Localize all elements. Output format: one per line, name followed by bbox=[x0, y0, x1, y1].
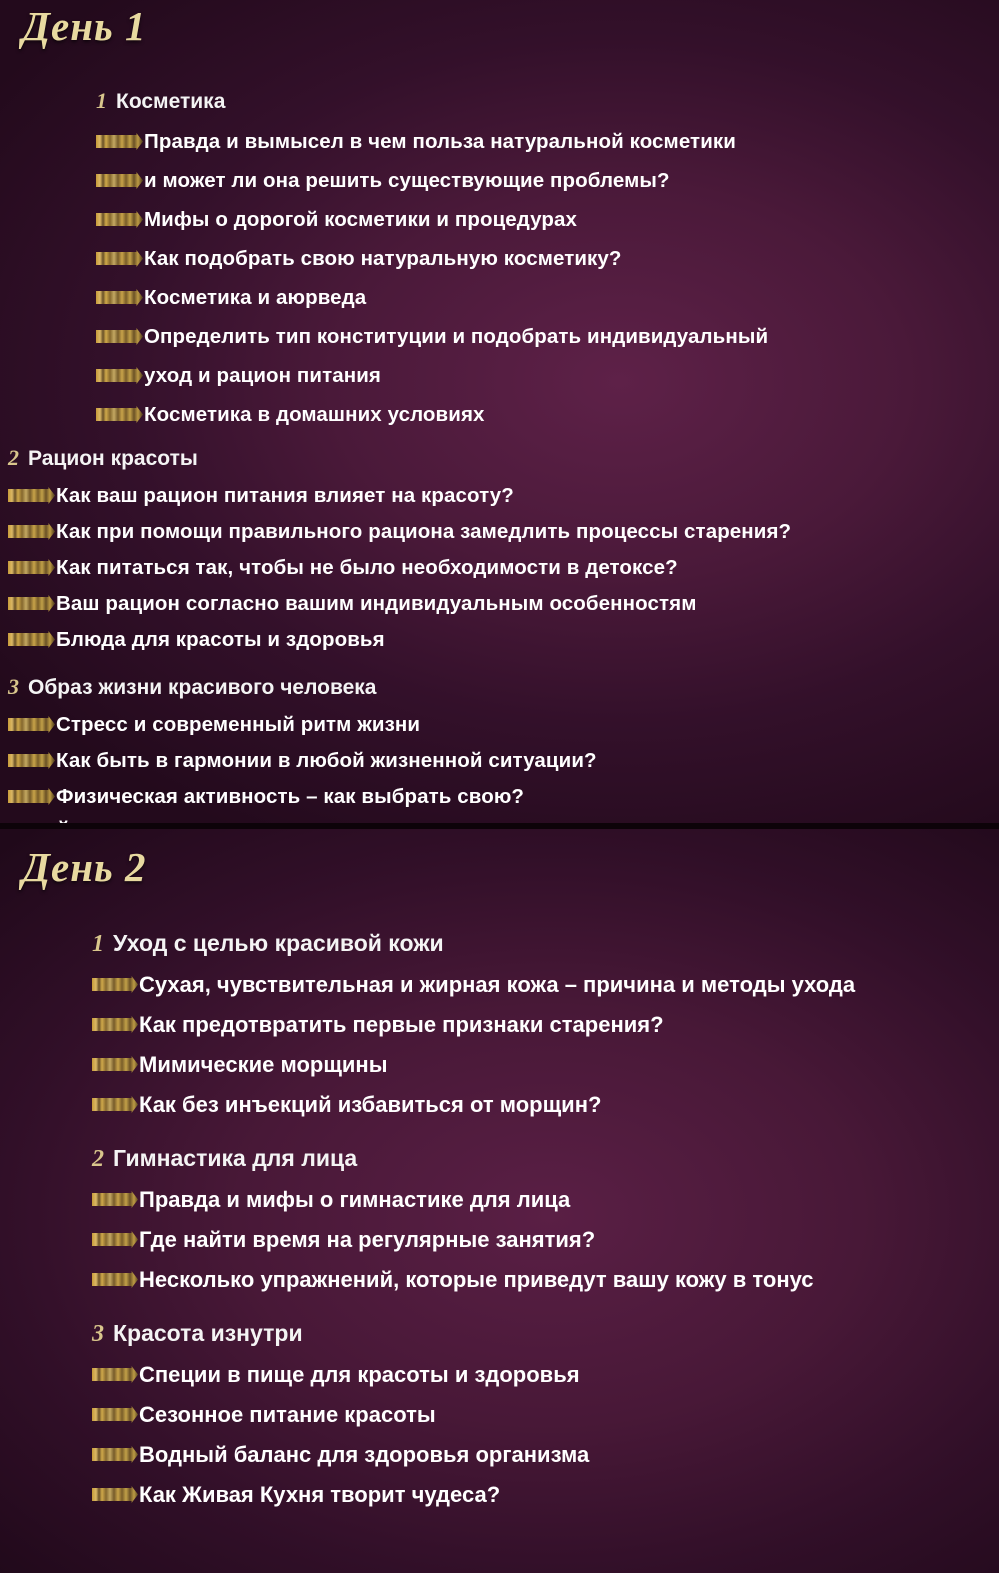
list-item bbox=[8, 712, 999, 737]
list-item-label: Как питаться так, чтобы не было необходимости в детоксе? bbox=[56, 556, 678, 579]
arrow-bullet-icon bbox=[92, 976, 138, 993]
list-item bbox=[96, 246, 999, 271]
section-title: Косметика bbox=[116, 90, 226, 113]
list-item bbox=[92, 971, 999, 998]
arrow-bullet-icon bbox=[92, 1016, 138, 1033]
list-item bbox=[8, 483, 999, 508]
day1-section-3 bbox=[0, 674, 999, 845]
arrow-bullet-icon bbox=[92, 1366, 138, 1383]
section-number: 3 bbox=[92, 1321, 104, 1347]
list-item bbox=[92, 1481, 999, 1508]
section-heading bbox=[92, 1319, 999, 1348]
list-item-label: Как без инъекций избавиться от морщин? bbox=[139, 1092, 602, 1117]
list-item-label: уход и рацион питания bbox=[144, 364, 381, 387]
section-number: 1 bbox=[92, 931, 104, 957]
list-item bbox=[92, 1091, 999, 1118]
list-item bbox=[96, 207, 999, 232]
arrow-bullet-icon bbox=[96, 133, 143, 150]
arrow-bullet-icon bbox=[96, 289, 143, 306]
list-item bbox=[92, 1361, 999, 1388]
arrow-bullet-icon bbox=[92, 1191, 138, 1208]
arrow-bullet-icon bbox=[92, 1486, 138, 1503]
section-heading bbox=[96, 88, 999, 115]
arrow-bullet-icon bbox=[92, 1446, 138, 1463]
day2-panel bbox=[0, 829, 999, 1573]
arrow-bullet-icon bbox=[96, 211, 143, 228]
list-item-label: Блюда для красоты и здоровья bbox=[56, 628, 385, 651]
day1-section-2 bbox=[0, 445, 999, 652]
list-item bbox=[96, 402, 999, 427]
list-item-label: Косметика и аюрведа bbox=[144, 286, 367, 309]
list-item bbox=[96, 168, 999, 193]
arrow-bullet-icon bbox=[8, 631, 55, 648]
day1-title: День 1 bbox=[22, 3, 147, 49]
list-item bbox=[92, 1186, 999, 1213]
list-item bbox=[8, 591, 999, 616]
list-item-label: Как предотвратить первые признаки старения? bbox=[139, 1012, 664, 1037]
section-title: Красота изнутри bbox=[113, 1320, 303, 1346]
arrow-bullet-icon bbox=[8, 523, 55, 540]
list-item-label: Несколько упражнений, которые приведут вашу кожу в тонус bbox=[139, 1267, 814, 1292]
arrow-bullet-icon bbox=[8, 788, 55, 805]
arrow-bullet-icon bbox=[8, 559, 55, 576]
arrow-bullet-icon bbox=[92, 1406, 138, 1423]
list-item-label: Сезонное питание красоты bbox=[139, 1402, 436, 1427]
list-item bbox=[92, 1226, 999, 1253]
arrow-bullet-icon bbox=[92, 1271, 138, 1288]
list-item-label: Как при помощи правильного рациона замедлить процессы старения? bbox=[56, 520, 792, 543]
list-item-label: Как Живая Кухня творит чудеса? bbox=[139, 1482, 501, 1507]
list-item-label: Определить тип конституции и подобрать индивидуальный bbox=[144, 325, 769, 348]
section-heading bbox=[92, 1144, 999, 1173]
list-item-label: Ваш рацион согласно вашим индивидуальным особенностям bbox=[56, 592, 697, 615]
list-item bbox=[96, 129, 999, 154]
day2-section-2 bbox=[0, 1144, 999, 1293]
section-heading bbox=[8, 445, 999, 472]
list-item-label: и может ли она решить существующие проблемы? bbox=[144, 169, 670, 192]
section-number: 2 bbox=[92, 1146, 104, 1172]
arrow-bullet-icon bbox=[96, 328, 143, 345]
list-item-label: Где найти время на регулярные занятия? bbox=[139, 1227, 596, 1252]
list-item-label: Стресс и современный ритм жизни bbox=[56, 713, 421, 736]
day2-section-1 bbox=[0, 929, 999, 1118]
list-item bbox=[8, 627, 999, 652]
arrow-bullet-icon bbox=[92, 1056, 138, 1073]
list-item bbox=[92, 1401, 999, 1428]
day1-section-1 bbox=[0, 88, 999, 427]
arrow-bullet-icon bbox=[8, 487, 55, 504]
arrow-bullet-icon bbox=[92, 1096, 138, 1113]
arrow-bullet-icon bbox=[8, 752, 55, 769]
list-item-label: Физическая активность – как выбрать свою? bbox=[56, 785, 525, 808]
list-item bbox=[92, 1051, 999, 1078]
list-item bbox=[96, 324, 999, 349]
section-number: 2 bbox=[8, 445, 19, 470]
list-item-label: Правда и вымысел в чем польза натуральной косметики bbox=[144, 130, 736, 153]
section-number: 3 bbox=[8, 674, 19, 699]
list-item-label: Специи в пище для красоты и здоровья bbox=[139, 1362, 580, 1387]
list-item-label: Водный баланс для здоровья организма bbox=[139, 1442, 590, 1467]
list-item-label: Как подобрать свою натуральную косметику? bbox=[144, 247, 622, 270]
section-heading bbox=[8, 674, 999, 701]
arrow-bullet-icon bbox=[96, 406, 143, 423]
day2-title: День 2 bbox=[22, 844, 147, 890]
section-title: Уход с целью красивой кожи bbox=[113, 930, 444, 956]
arrow-bullet-icon bbox=[96, 250, 143, 267]
arrow-bullet-icon bbox=[96, 172, 143, 189]
list-item bbox=[8, 519, 999, 544]
list-item-label: Сухая, чувствительная и жирная кожа – причина и методы ухода bbox=[139, 972, 856, 997]
day1-content bbox=[0, 88, 999, 845]
list-item-label: Мимические морщины bbox=[139, 1052, 388, 1077]
list-item bbox=[96, 363, 999, 388]
list-item bbox=[92, 1011, 999, 1038]
arrow-bullet-icon bbox=[8, 595, 55, 612]
section-number: 1 bbox=[96, 88, 107, 113]
list-item-label: Косметика в домашних условиях bbox=[144, 403, 485, 426]
day2-section-3 bbox=[0, 1319, 999, 1508]
arrow-bullet-icon bbox=[92, 1231, 138, 1248]
list-item bbox=[8, 748, 999, 773]
day2-content bbox=[0, 929, 999, 1508]
list-item bbox=[92, 1441, 999, 1468]
section-title: Образ жизни красивого человека bbox=[28, 676, 377, 699]
section-heading bbox=[92, 929, 999, 958]
list-item bbox=[8, 555, 999, 580]
list-item-label: Как быть в гармонии в любой жизненной ситуации? bbox=[56, 749, 597, 772]
list-item bbox=[96, 285, 999, 310]
list-item-label: Мифы о дорогой косметики и процедурах bbox=[144, 208, 577, 231]
arrow-bullet-icon bbox=[96, 367, 143, 384]
section-title: Рацион красоты bbox=[28, 447, 198, 470]
list-item-label: Правда и мифы о гимнастике для лица bbox=[139, 1187, 571, 1212]
arrow-bullet-icon bbox=[8, 716, 55, 733]
list-item-label: Как ваш рацион питания влияет на красоту? bbox=[56, 484, 514, 507]
section-title: Гимнастика для лица bbox=[113, 1145, 358, 1171]
list-item bbox=[8, 784, 999, 809]
list-item bbox=[92, 1266, 999, 1293]
